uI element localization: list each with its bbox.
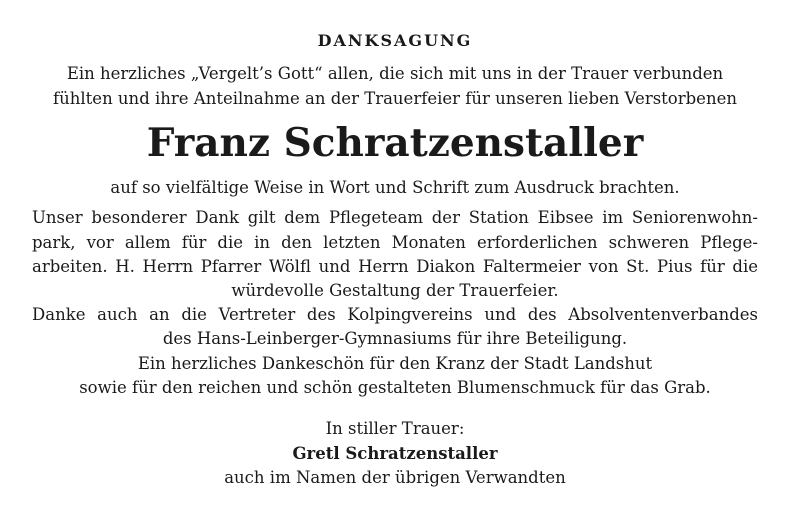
city-line-1: Ein herzliches Dankeschön für den Kranz der Stadt Landshut <box>137 354 653 373</box>
care-line-2: park, vor allem für die in den letzten Monaten erforderlichen schweren Pflege- <box>32 233 758 252</box>
care-line-3: arbeiten. H. Herrn Pfarrer Wölfl und Herrn Diakon Faltermeier von St. Pius für die <box>32 257 758 276</box>
clubs-line-2: des Hans-Leinberger-Gymnasiums für ihre Beteiligung. <box>162 329 628 348</box>
care-line-1: Unser besonderer Dank gilt dem Pflegeteam der Station Eibsee im Seniorenwohn- <box>32 208 758 227</box>
signer-name: Gretl Schratzenstaller <box>292 444 498 463</box>
relatives-line: auch im Namen der übrigen Verwandten <box>224 468 566 487</box>
deceased-name: Franz Schratzenstaller <box>146 120 644 166</box>
notice-heading: DANKSAGUNG <box>317 31 473 50</box>
care-line-4: würdevolle Gestaltung der Trauerfeier. <box>231 281 559 300</box>
intro-line-1: Ein herzliches „Vergelt’s Gott“ allen, die sich mit uns in der Trauer verbunden <box>66 64 724 83</box>
intro-line-2: fühlten und ihre Anteilnahme an der Trauerfeier für unseren lieben Verstorbenen <box>53 89 737 108</box>
clubs-line-1: Danke auch an die Vertreter des Kolpingvereins und des Absolventenverbandes <box>32 305 758 324</box>
after-name-line: auf so vielfältige Weise in Wort und Schrift zum Ausdruck brachten. <box>110 178 680 197</box>
mourning-line: In stiller Trauer: <box>325 419 465 438</box>
city-line-2: sowie für den reichen und schön gestalteten Blumenschmuck für das Grab. <box>79 378 711 397</box>
